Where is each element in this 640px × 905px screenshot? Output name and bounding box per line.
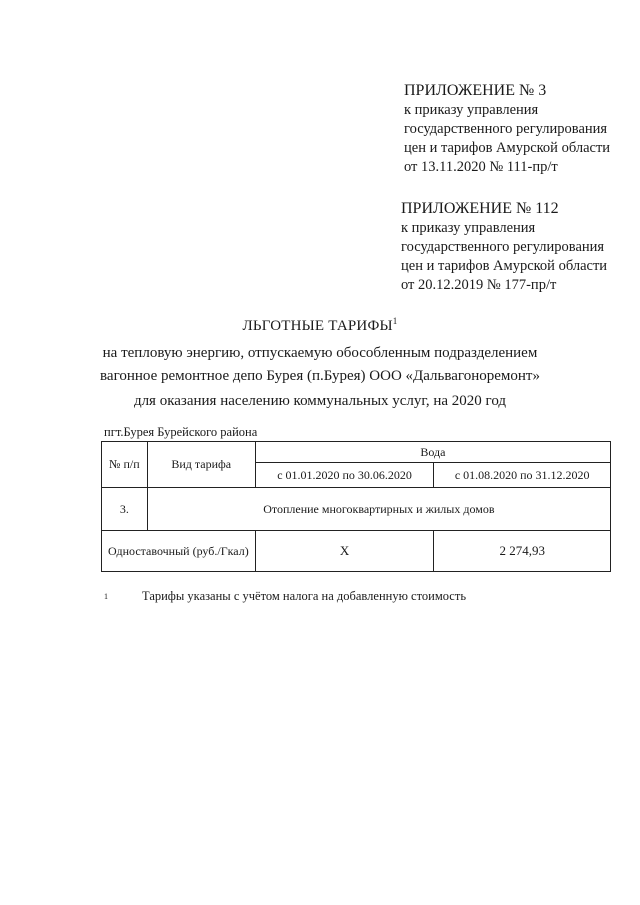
footnote-mark: 1 (104, 592, 108, 601)
row-value-period-2: 2 274,93 (434, 531, 611, 572)
document-title-text: ЛЬГОТНЫЕ ТАРИФЫ (242, 318, 393, 334)
section-number: 3. (102, 488, 148, 531)
appendix-112-line-2: государственного регулирования (401, 239, 605, 255)
header-period-2: с 01.08.2020 по 31.12.2020 (434, 463, 611, 488)
section-title: Отопление многоквартирных и жилых домов (147, 488, 610, 531)
appendix-112-line-3: цен и тарифов Амурской области (401, 258, 608, 274)
appendix-3-line-3: цен и тарифов Амурской области (404, 140, 611, 156)
subtitle-line-2: вагонное ремонтное депо Бурея (п.Бурея) ООО «Дальвагоноремонт» (100, 368, 540, 384)
header-number: № п/п (102, 442, 148, 488)
document-title (0, 316, 640, 335)
appendix-112-line-4: от 20.12.2019 № 177-пр/т (401, 277, 557, 293)
subtitle-line-1: на тепловую энергию, отпускаемую обособленным подразделением (102, 345, 538, 361)
appendix-3-heading: ПРИЛОЖЕНИЕ № 3 (404, 82, 547, 99)
table-section-row (102, 488, 611, 531)
table-header-row (102, 442, 611, 463)
appendix-112-block (401, 198, 633, 295)
locality-label: пгт.Бурея Бурейского района (104, 425, 258, 439)
appendix-112-line-1: к приказу управления (401, 220, 536, 236)
appendix-3-line-2: государственного регулирования (404, 121, 608, 137)
appendix-3-line-4: от 13.11.2020 № 111-пр/т (404, 159, 558, 175)
tariff-table (101, 441, 611, 572)
row-label: Одноставочный (руб./Гкал) (102, 531, 256, 572)
header-period-1: с 01.01.2020 по 30.06.2020 (255, 463, 434, 488)
appendix-3-block (404, 80, 634, 177)
header-water: Вода (255, 442, 610, 463)
table-row (102, 531, 611, 572)
subtitle-line-3: для оказания населению коммунальных услуг, на 2020 год (133, 393, 507, 409)
header-tariff-type: Вид тарифа (147, 442, 255, 488)
row-value-period-1: Х (255, 531, 434, 572)
footnote-text: Тарифы указаны с учётом налога на добавленную стоимость (142, 589, 467, 603)
title-footnote-ref: 1 (392, 316, 398, 326)
appendix-3-line-1: к приказу управления (404, 102, 539, 118)
appendix-112-heading: ПРИЛОЖЕНИЕ № 112 (401, 200, 559, 217)
